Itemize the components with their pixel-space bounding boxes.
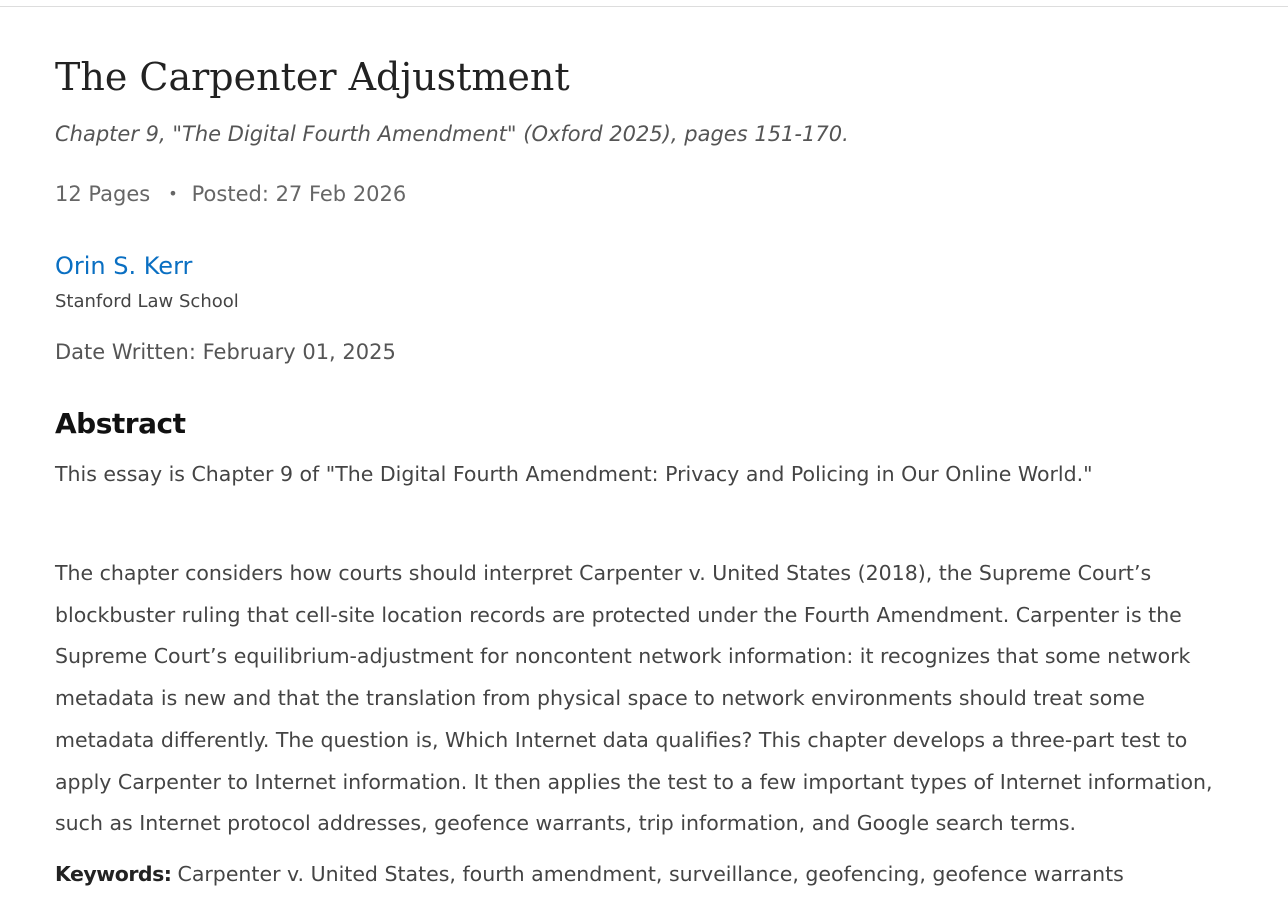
keywords-value: Carpenter v. United States, fourth amendment, surveillance, geofencing, geofence warrants — [177, 862, 1124, 886]
citation-subtitle: Chapter 9, "The Digital Fourth Amendment" (Oxford 2025), pages 151-170. — [55, 122, 849, 146]
meta-separator: • — [168, 184, 178, 203]
author-link[interactable]: Orin S. Kerr — [55, 252, 193, 280]
keywords — [55, 858, 1124, 890]
posted-date: Posted: 27 Feb 2026 — [191, 182, 407, 206]
page-title: The Carpenter Adjustment — [55, 55, 570, 99]
page-count: 12 Pages — [55, 182, 151, 206]
author-affiliation: Stanford Law School — [55, 291, 239, 312]
paper-meta — [55, 180, 406, 208]
abstract-paragraph: The chapter considers how courts should interpret Carpenter v. United States (2018), the Supreme Court’s blockbuster ruling that cell-site location records are protected under the Fourth Amendment. Carpenter is the Supreme Court’s equilibrium-adjustment for noncontent network information: it recognizes that some network metadata is new and that the translation from physical space to network environments should treat some metadata differently. The question is, Which Internet data qualifies? This chapter develops a three-part test to apply Carpenter to Internet information. It then applies the test to a few important types of Internet information, such as Internet protocol addresses, geofence warrants, trip information, and Google search terms. — [55, 561, 1213, 836]
keywords-label: Keywords: — [55, 862, 172, 886]
top-divider — [0, 6, 1288, 7]
abstract-heading: Abstract — [55, 407, 186, 440]
abstract-paragraph: This essay is Chapter 9 of "The Digital Fourth Amendment: Privacy and Policing in Our Online World." — [55, 462, 1093, 486]
date-written: Date Written: February 01, 2025 — [55, 340, 396, 364]
